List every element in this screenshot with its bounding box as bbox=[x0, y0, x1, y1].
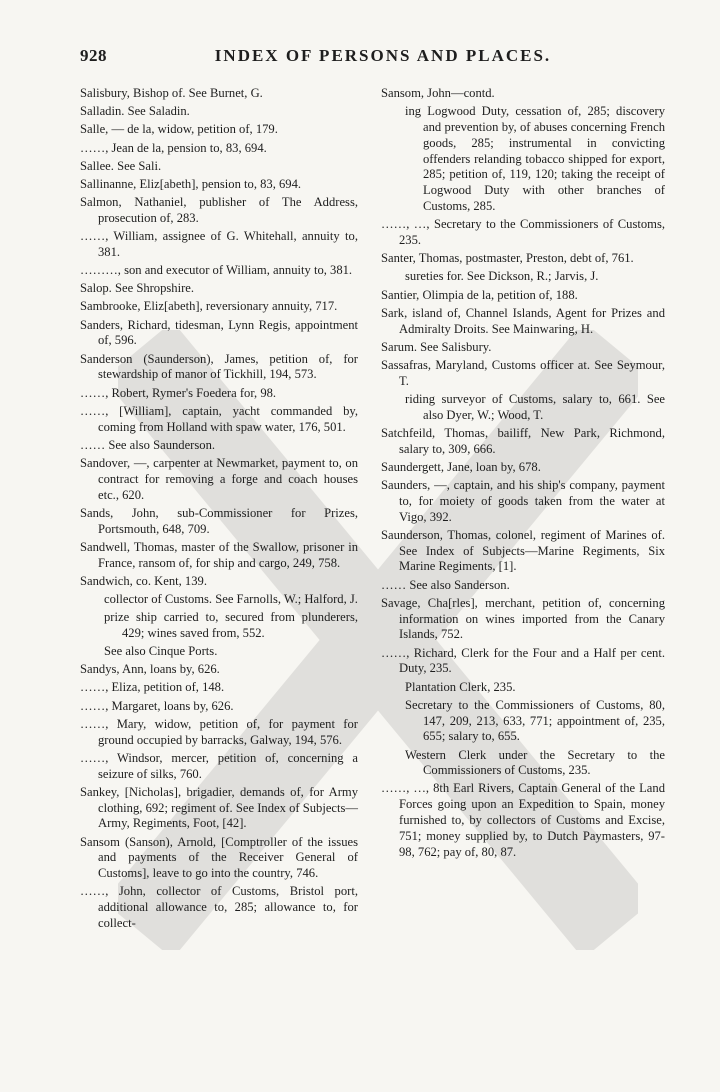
index-entry: See also Cinque Ports. bbox=[104, 644, 218, 659]
page-number: 928 bbox=[80, 46, 107, 65]
index-entry: sureties for. See Dickson, R.; Jarvis, J. bbox=[405, 269, 599, 284]
index-entry: Satchfeild, Thomas, bailiff, New Park, Richmond, salary to, 309, 666. bbox=[381, 425, 665, 456]
index-entry: Salmon, Nathaniel, publisher of The Address, prosecution of, 283. bbox=[80, 195, 358, 225]
index-entry: ……, Robert, Rymer's Foedera for, 98. bbox=[80, 385, 277, 400]
index-entry: Sanderson (Saunderson), James, petition of, for stewardship of manor of Tickhill, 194, 573. bbox=[80, 351, 358, 382]
index-entry: ……, John, collector of Customs, Bristol port, additional allowance to, 285; allowance to, for collect- bbox=[80, 884, 358, 930]
index-entry: Sandys, Ann, loans by, 626. bbox=[80, 662, 220, 677]
index-entry: Sark, island of, Channel Islands, Agent for Prizes and Admiralty Droits. See Mainwaring, H. bbox=[381, 305, 665, 336]
index-entry: Salop. See Shropshire. bbox=[80, 281, 195, 296]
page-header bbox=[80, 46, 686, 74]
index-entry: ……, Mary, widow, petition of, for payment for ground occupied by barracks, Galway, 194, 576. bbox=[80, 716, 358, 747]
running-title: INDEX OF PERSONS AND PLACES. bbox=[214, 46, 552, 65]
index-entry: Secretary to the Commissioners of Customs, 80, 147, 209, 213, 633, 771; appointment of, 235, 655; salary to, 655. bbox=[405, 697, 665, 744]
left-index-column bbox=[80, 86, 358, 934]
index-entry: Sands, John, sub-Commissioner for Prizes, Portsmouth, 648, 709. bbox=[80, 505, 358, 536]
index-entry: ……, Eliza, petition of, 148. bbox=[80, 680, 225, 695]
index-entry: Saunders, —, captain, and his ship's company, payment to, for moiety of goods taken from the water at Vigo, 392. bbox=[381, 478, 665, 524]
index-entry: ……, Jean de la, pension to, 83, 694. bbox=[80, 140, 267, 155]
index-entry: Sandover, —, carpenter at Newmarket, payment to, on contract for removing a forge and coach houses etc., 620. bbox=[80, 455, 358, 502]
index-entry: Santier, Olimpia de la, petition of, 188. bbox=[381, 287, 578, 302]
index-entry: Sanders, Richard, tidesman, Lynn Regis, appointment of, 596. bbox=[80, 317, 358, 348]
index-entry: …… See also Sanderson. bbox=[381, 577, 510, 592]
index-entry: ………, son and executor of William, annuity to, 381. bbox=[80, 263, 353, 278]
index-entry: Santer, Thomas, postmaster, Preston, debt of, 761. bbox=[381, 251, 634, 266]
index-entry: Salladin. See Saladin. bbox=[80, 104, 190, 119]
index-entry: ……, …, 8th Earl Rivers, Captain General of the Land Forces going upon an Expedition to Spain, money furnished to, by collectors of Customs and Excise, 751; money supplied by, to Dutch Paymasters, 97-98, 762; pay of, 80, 87. bbox=[381, 781, 665, 859]
index-entry: Salisbury, Bishop of. See Burnet, G. bbox=[80, 86, 263, 100]
index-entry: Sarum. See Salisbury. bbox=[381, 339, 492, 354]
index-entry: Plantation Clerk, 235. bbox=[405, 679, 516, 694]
index-entry: Sambrooke, Eliz[abeth], reversionary annuity, 717. bbox=[80, 299, 338, 314]
index-entry: Sankey, [Nicholas], brigadier, demands of, for Army clothing, 692; regiment of. See Index of Subjects—Army, Regiments, Foot, [42]. bbox=[80, 784, 358, 831]
index-entry: ……, Margaret, loans by, 626. bbox=[80, 698, 234, 713]
index-entry: ……, [William], captain, yacht commanded by, coming from Holland with spaw water, 176, 501. bbox=[80, 403, 358, 434]
index-entry: ……, Richard, Clerk for the Four and a Half per cent. Duty, 235. bbox=[381, 645, 665, 676]
index-entry: Sansom, John—contd. bbox=[381, 86, 495, 100]
index-entry: Sansom (Sanson), Arnold, [Comptroller of the issues and payments of the Receiver General of Customs], leave to go into the country, 746. bbox=[80, 834, 358, 881]
index-entry: ……, William, assignee of G. Whitehall, annuity to, 381. bbox=[80, 229, 358, 259]
index-entry: Saundergett, Jane, loan by, 678. bbox=[381, 459, 541, 474]
index-entry: Sandwell, Thomas, master of the Swallow, prisoner in France, ransom of, for ship and cargo, 249, 758. bbox=[80, 539, 358, 570]
index-entry: Saunderson, Thomas, colonel, regiment of Marines of. See Index of Subjects—Marine Regiments, Six Marine Regiments, [1]. bbox=[381, 527, 665, 574]
index-entry: Sandwich, co. Kent, 139. bbox=[80, 573, 207, 588]
index-entry: ……, …, Secretary to the Commissioners of Customs, 235. bbox=[381, 217, 665, 247]
index-entry: riding surveyor of Customs, salary to, 661. See also Dyer, W.; Wood, T. bbox=[405, 391, 665, 422]
index-entry: prize ship carried to, secured from plunderers, 429; wines saved from, 552. bbox=[104, 610, 358, 640]
index-entry: Sassafras, Maryland, Customs officer at. See Seymour, T. bbox=[381, 357, 665, 388]
index-entry: Sallinanne, Eliz[abeth], pension to, 83, 694. bbox=[80, 176, 302, 191]
index-entry: Salle, — de la, widow, petition of, 179. bbox=[80, 122, 278, 137]
index-entry: collector of Customs. See Farnolls, W.; Halford, J. bbox=[104, 591, 358, 606]
index-entry: …… See also Saunderson. bbox=[80, 437, 216, 452]
index-entry: Savage, Cha[rles], merchant, petition of, concerning information on wines imported from the Canary Islands, 752. bbox=[381, 595, 665, 642]
right-index-column bbox=[381, 86, 665, 863]
index-entry: ing Logwood Duty, cessation of, 285; discovery and prevention by, of abuses concerning French goods, 285; instrumental in convicting offenders relanding tobacco shipped for export, 285; petition of, 119, 120; taking the receipt of Logwood Duty with other branches of Customs, 285. bbox=[405, 104, 665, 213]
index-entry: Sallee. See Sali. bbox=[80, 158, 162, 173]
index-entry: Western Clerk under the Secretary to the Commissioners of Customs, 235. bbox=[405, 747, 665, 778]
index-entry: ……, Windsor, mercer, petition of, concerning a seizure of silks, 760. bbox=[80, 750, 358, 781]
